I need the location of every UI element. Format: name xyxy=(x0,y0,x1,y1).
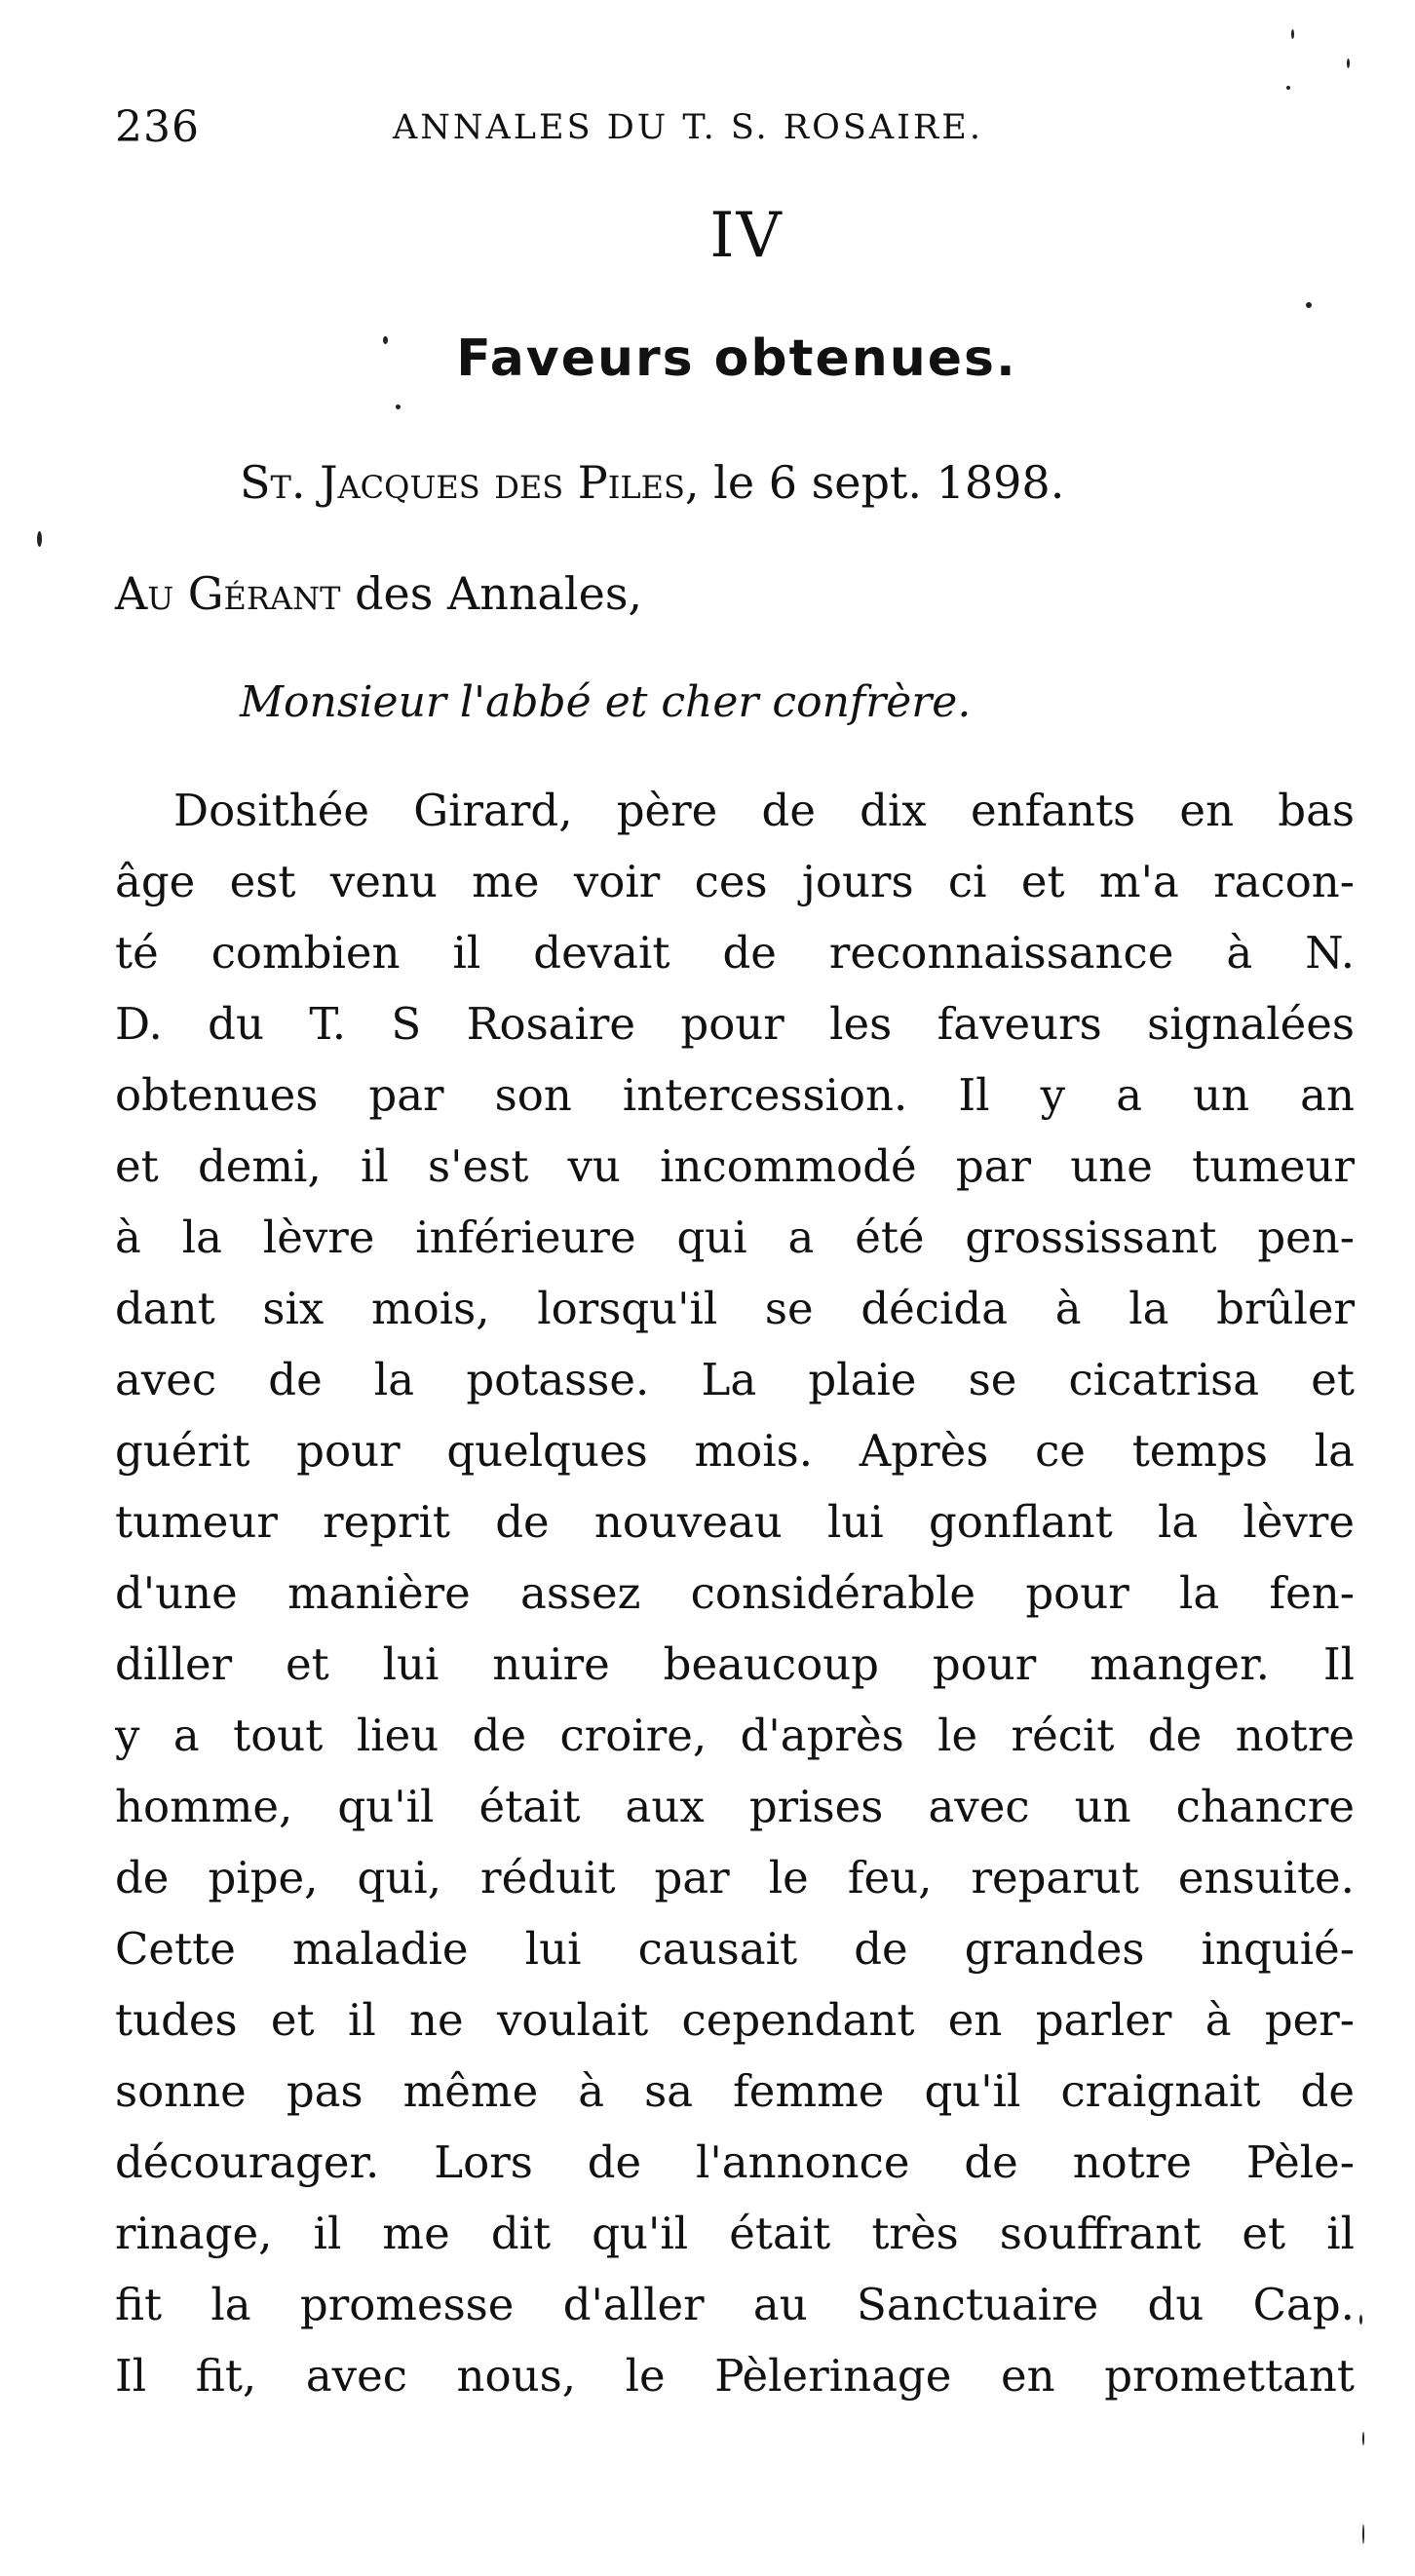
dateline xyxy=(240,456,1064,509)
scan-speck xyxy=(1286,86,1290,90)
scan-speck xyxy=(1291,29,1294,39)
body-line: d'une manière assez considérable pour la fen- xyxy=(115,1567,1355,1619)
scan-speck xyxy=(1306,302,1312,308)
body-line: décourager. Lors de l'annonce de notre Pèle- xyxy=(115,2136,1355,2188)
body-line: dant six mois, lorsqu'il se décida à la brûler xyxy=(115,1283,1355,1334)
salutation-rest: des Annales, xyxy=(355,567,643,620)
body-line: guérit pour quelques mois. Après ce temps la xyxy=(115,1425,1355,1477)
body-line: fit la promesse d'aller au Sanctuaire du Cap. xyxy=(115,2279,1355,2330)
body-line: tumeur reprit de nouveau lui gonflant la lèvre xyxy=(115,1496,1355,1548)
body-line: Il fit, avec nous, le Pèlerinage en promettant xyxy=(115,2350,1355,2402)
scan-speck xyxy=(1362,2524,1364,2544)
body-line: té combien il devait de reconnaissance à N. xyxy=(115,927,1355,979)
body-line: âge est venu me voir ces jours ci et m'a racon- xyxy=(115,856,1355,907)
scan-speck xyxy=(1362,2432,1364,2445)
body-line: à la lèvre inférieure qui a été grossissant pen- xyxy=(115,1211,1355,1263)
body-line: tudes et il ne voulait cependant en parler à per- xyxy=(115,1994,1355,2046)
body-line: et demi, il s'est vu incommodé par une tumeur xyxy=(115,1140,1355,1192)
scan-speck xyxy=(396,404,401,409)
scan-speck xyxy=(1359,2315,1362,2325)
body-line: de pipe, qui, réduit par le feu, reparut ensuite. xyxy=(115,1852,1355,1903)
running-head xyxy=(115,102,1099,161)
greeting: Monsieur l'abbé et cher confrère. xyxy=(240,677,972,727)
body-line: y a tout lieu de croire, d'après le récit de notre xyxy=(115,1710,1355,1761)
running-title: ANNALES DU T. S. ROSAIRE. xyxy=(393,108,983,147)
body-line: obtenues par son intercession. Il y a un an xyxy=(115,1069,1355,1121)
scan-speck xyxy=(1347,58,1350,68)
page-number: 236 xyxy=(115,102,200,152)
salutation-addressee: Au Gérant xyxy=(115,567,341,620)
body-line: homme, qu'il était aux prises avec un chancre xyxy=(115,1781,1355,1832)
dateline-date: le 6 sept. 1898. xyxy=(713,456,1065,509)
section-number-text: IV xyxy=(709,200,784,272)
body-line: Cette maladie lui causait de grandes inquié- xyxy=(115,1923,1355,1975)
body-line: sonne pas même à sa femme qu'il craignait de xyxy=(115,2065,1355,2117)
body-line: Dosithée Girard, père de dix enfants en bas xyxy=(173,785,1355,836)
scan-speck xyxy=(383,336,388,344)
scan-speck xyxy=(37,531,42,547)
letter-body xyxy=(115,775,1355,2411)
section-title xyxy=(0,329,1415,388)
body-line: rinage, il me dit qu'il était très souffrant et il xyxy=(115,2208,1355,2259)
body-line: diller et lui nuire beaucoup pour manger. Il xyxy=(115,1638,1355,1690)
section-number xyxy=(0,200,1415,272)
section-title-text: Faveurs obtenues. xyxy=(456,329,1017,388)
body-line: D. du T. S Rosaire pour les faveurs signalées xyxy=(115,998,1355,1050)
dateline-place: St. Jacques des Piles, xyxy=(240,456,700,509)
salutation xyxy=(115,567,642,620)
body-line: avec de la potasse. La plaie se cicatrisa et xyxy=(115,1354,1355,1405)
